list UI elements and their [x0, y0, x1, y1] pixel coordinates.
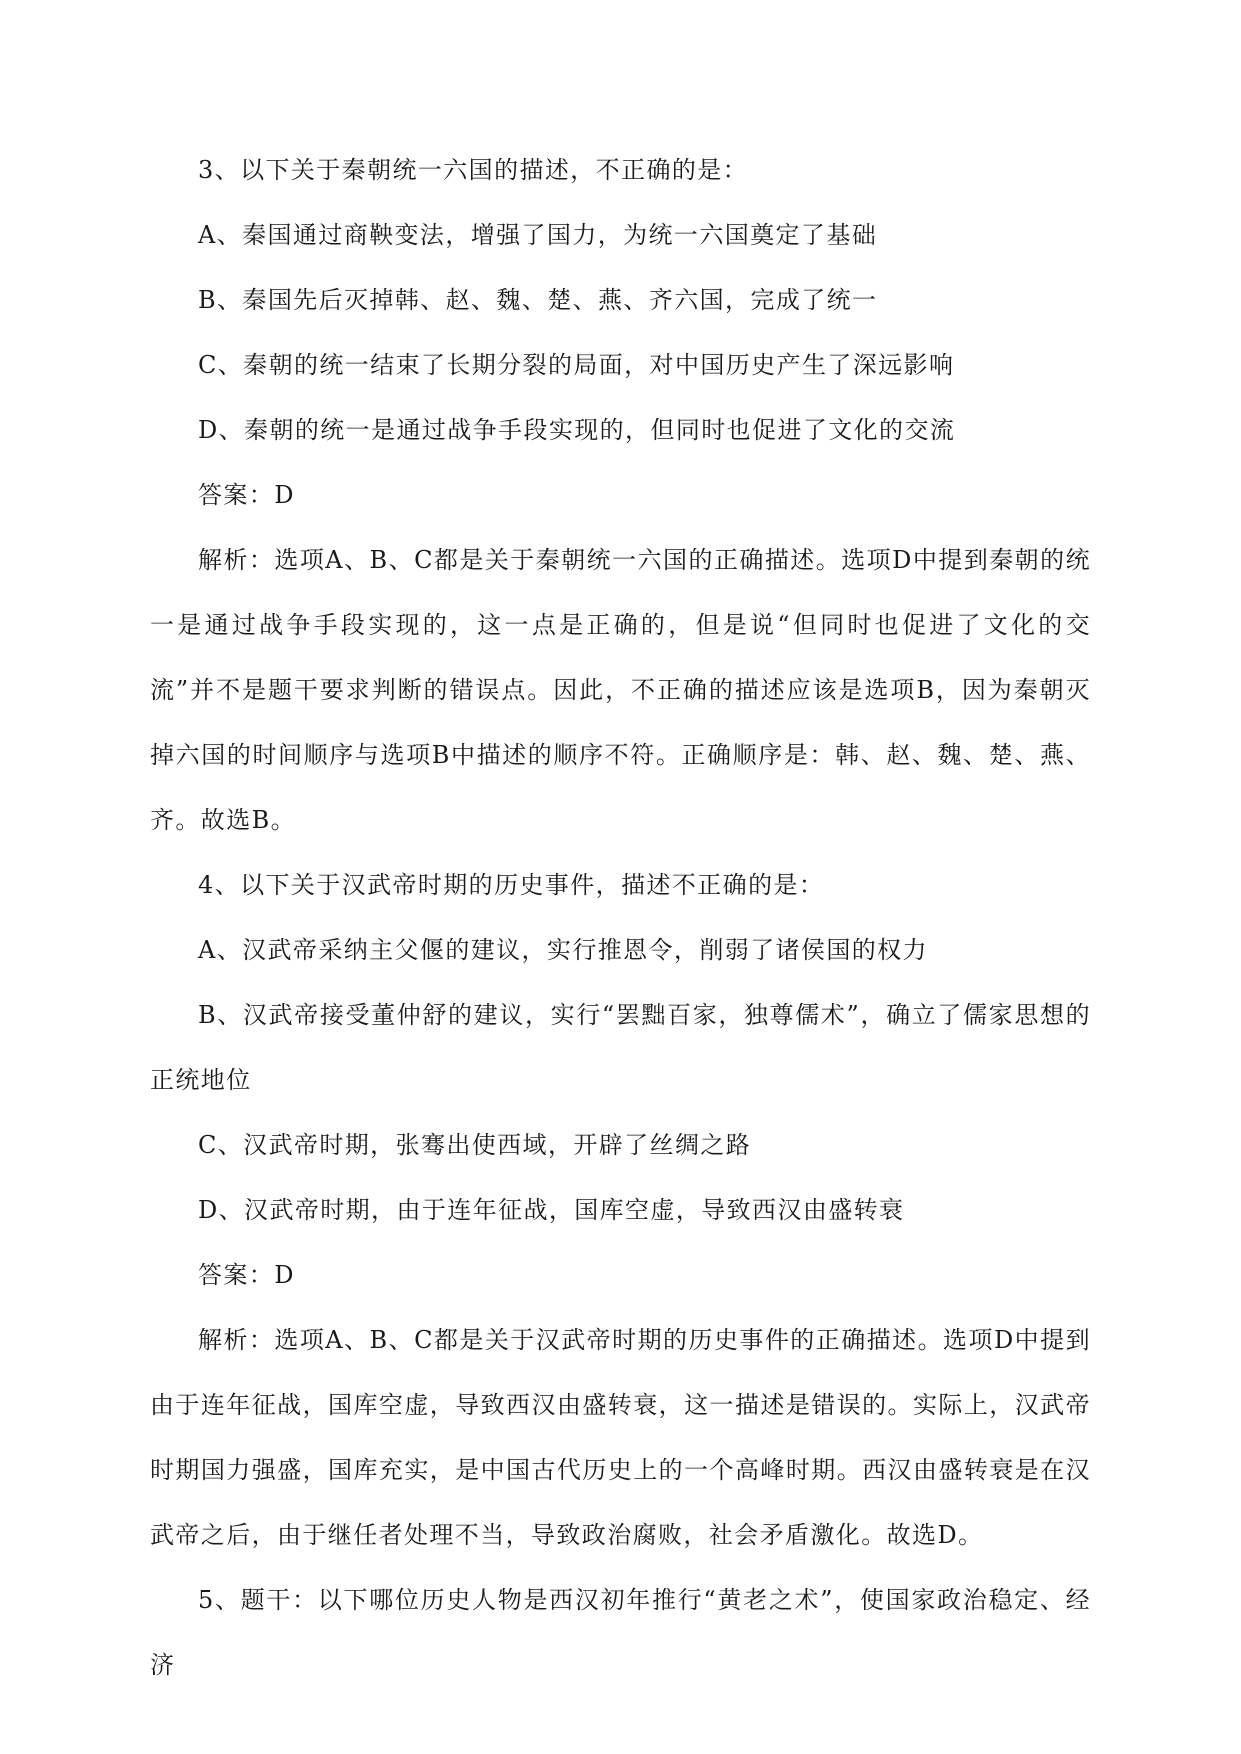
question-stem: 5、题干：以下哪位历史人物是西汉初年推行“黄老之术”，使国家政治稳定、经济	[150, 1586, 1091, 1679]
analysis: 解析：选项A、B、C都是关于秦朝统一六国的正确描述。选项D中提到秦朝的统一是通过战争手段实现的，这一点是正确的，但是说“但同时也促进了文化的交流”并不是题干要求判断的错误点。因此，不正确的描述应该是选项B，因为秦朝灭掉六国的时间顺序与选项B中描述的顺序不符。正确顺序是：韩、赵、魏、楚、燕、齐。故选B。	[150, 546, 1091, 834]
option-d: D、汉武帝时期，由于连年征战，国库空虚，导致西汉由盛转衰	[198, 1196, 905, 1224]
answer: 答案：D	[198, 1261, 295, 1289]
question-stem: 3、以下关于秦朝统一六国的描述，不正确的是：	[198, 156, 749, 184]
option-c: C、汉武帝时期，张骞出使西域，开辟了丝绸之路	[198, 1131, 752, 1159]
question-4	[150, 853, 1091, 1568]
option-a: A、秦国通过商鞅变法，增强了国力，为统一六国奠定了基础	[198, 221, 878, 249]
question-3	[150, 138, 1091, 853]
answer: 答案：D	[198, 481, 295, 509]
question-stem: 4、以下关于汉武帝时期的历史事件，描述不正确的是：	[198, 871, 825, 899]
option-b: B、秦国先后灭掉韩、赵、魏、楚、燕、齐六国，完成了统一	[198, 286, 878, 314]
question-5	[150, 1568, 1091, 1698]
option-c: C、秦朝的统一结束了长期分裂的局面，对中国历史产生了深远影响	[198, 351, 955, 379]
option-d: D、秦朝的统一是通过战争手段实现的，但同时也促进了文化的交流	[198, 416, 956, 444]
option-b: B、汉武帝接受董仲舒的建议，实行“罢黜百家，独尊儒术”，确立了儒家思想的正统地位	[150, 1001, 1091, 1094]
option-a: A、汉武帝采纳主父偃的建议，实行推恩令，削弱了诸侯国的权力	[198, 936, 928, 964]
analysis: 解析：选项A、B、C都是关于汉武帝时期的历史事件的正确描述。选项D中提到由于连年征战，国库空虚，导致西汉由盛转衰，这一描述是错误的。实际上，汉武帝时期国力强盛，国库充实，是中国古代历史上的一个高峰时期。西汉由盛转衰是在汉武帝之后，由于继任者处理不当，导致政治腐败，社会矛盾激化。故选D。	[150, 1326, 1091, 1549]
document-page	[150, 138, 1091, 1698]
